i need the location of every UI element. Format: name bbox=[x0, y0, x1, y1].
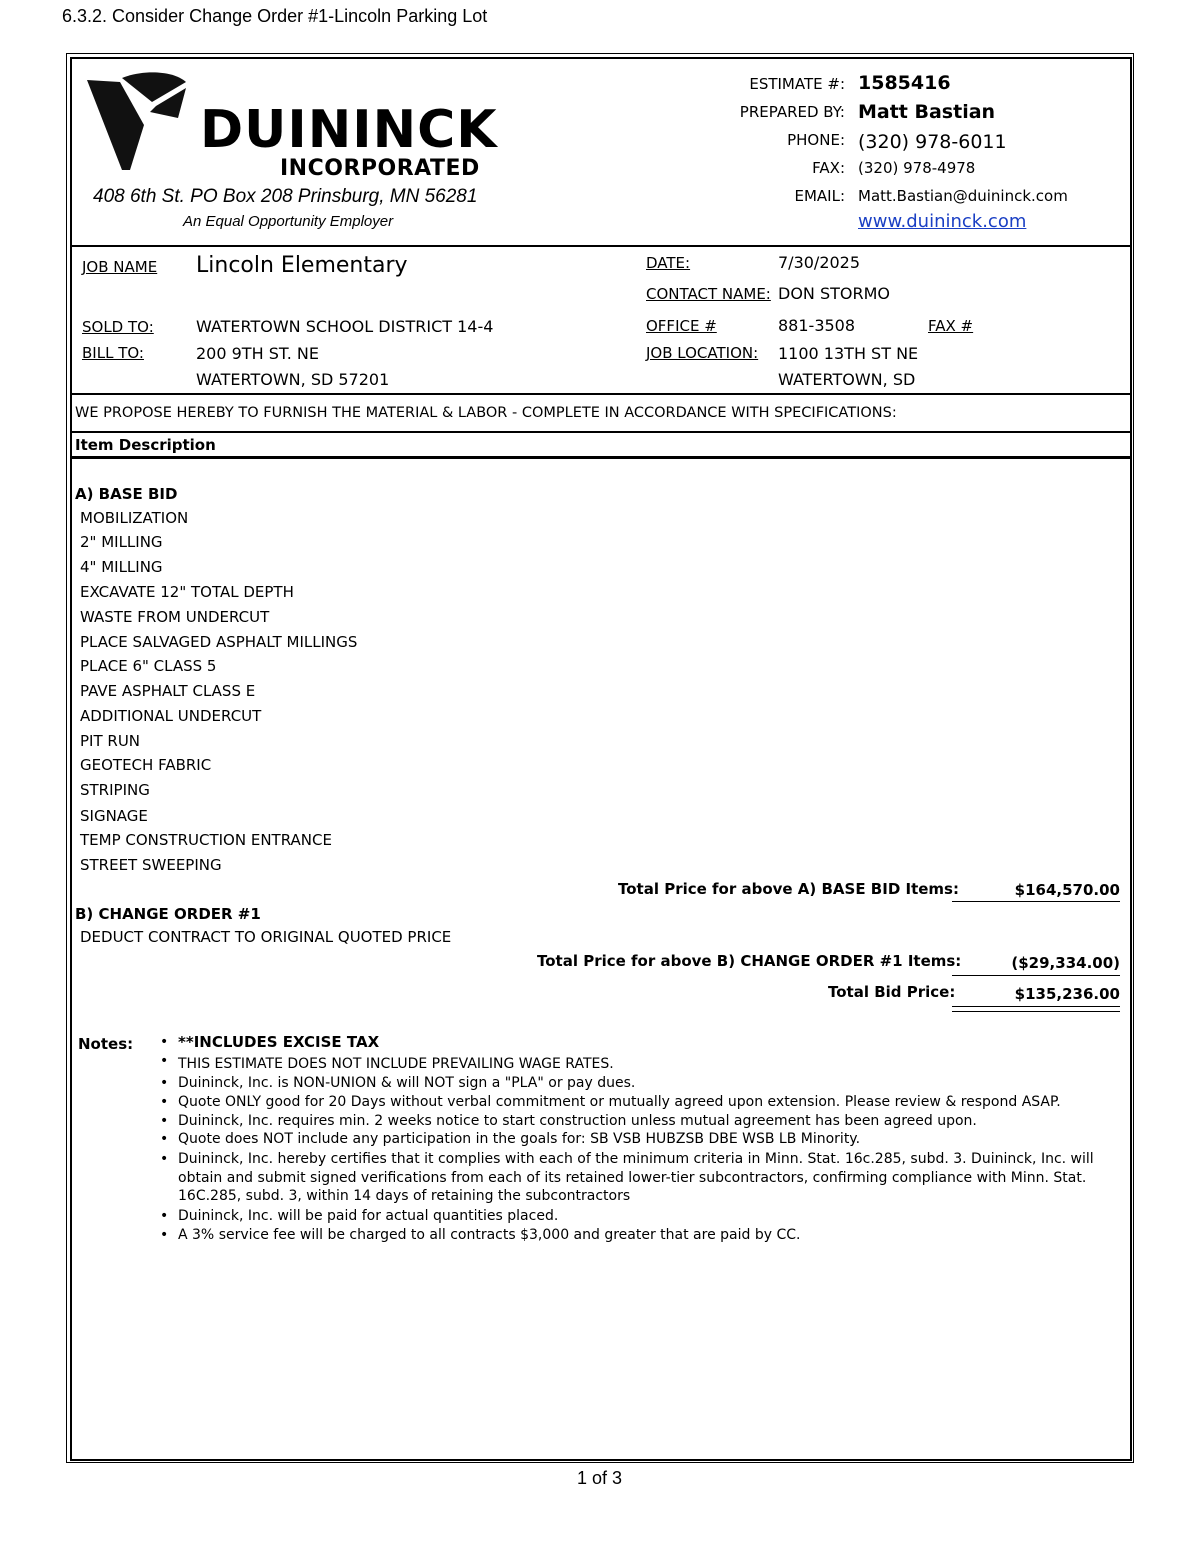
email-label: EMAIL: bbox=[794, 187, 845, 205]
date-value: 7/30/2025 bbox=[778, 253, 861, 272]
job-name-value: Lincoln Elementary bbox=[196, 253, 408, 278]
note-bullet: • bbox=[160, 1131, 169, 1147]
list-item: SIGNAGE bbox=[80, 807, 148, 825]
prepared-by-label: PREPARED BY: bbox=[739, 103, 845, 121]
note-item: Quote does NOT include any participation in the goals for: SB VSB HUBZSB DBE WSB LB Minority. bbox=[178, 1131, 861, 1147]
job-name-label: JOB NAME bbox=[82, 258, 158, 276]
phone-value: (320) 978-6011 bbox=[858, 131, 1007, 153]
list-item: PLACE SALVAGED ASPHALT MILLINGS bbox=[80, 633, 358, 651]
company-name: DUININCK bbox=[200, 100, 498, 160]
phone-label: PHONE: bbox=[787, 131, 845, 149]
item-description-header: Item Description bbox=[75, 436, 216, 454]
note-bullet: • bbox=[160, 1034, 169, 1050]
note-bullet: • bbox=[160, 1075, 169, 1091]
list-item: STREET SWEEPING bbox=[80, 856, 222, 874]
divider bbox=[70, 456, 1130, 459]
email-value[interactable]: Matt.Bastian@duininck.com bbox=[858, 187, 1068, 205]
fax-value: (320) 978-4978 bbox=[858, 159, 976, 177]
prepared-by-value: Matt Bastian bbox=[858, 101, 996, 123]
fax-label: FAX: bbox=[812, 159, 845, 177]
company-suffix: INCORPORATED bbox=[280, 156, 480, 181]
contact-name-value: DON STORMO bbox=[778, 284, 891, 303]
list-item: PAVE ASPHALT CLASS E bbox=[80, 682, 256, 700]
note-item: Duininck, Inc. will be paid for actual quantities placed. bbox=[178, 1208, 559, 1224]
base-bid-total-value: $164,570.00 bbox=[1014, 881, 1120, 899]
note-bullet: • bbox=[160, 1094, 169, 1110]
note-bullet: • bbox=[160, 1053, 169, 1069]
note-item: **INCLUDES EXCISE TAX bbox=[178, 1033, 380, 1051]
bill-to-line1: 200 9TH ST. NE bbox=[196, 344, 319, 363]
company-tagline: An Equal Opportunity Employer bbox=[183, 213, 394, 230]
note-bullet: • bbox=[160, 1113, 169, 1129]
list-item: TEMP CONSTRUCTION ENTRANCE bbox=[80, 831, 332, 849]
office-value: 881-3508 bbox=[778, 316, 856, 335]
estimate-label: ESTIMATE #: bbox=[749, 75, 845, 93]
list-item: DEDUCT CONTRACT TO ORIGINAL QUOTED PRICE bbox=[80, 928, 452, 946]
job-location-label: JOB LOCATION: bbox=[646, 344, 759, 362]
divider bbox=[70, 245, 1130, 247]
proposal-statement: WE PROPOSE HEREBY TO FURNISH THE MATERIAL & LABOR - COMPLETE IN ACCORDANCE WITH SPECIFICATIONS: bbox=[75, 405, 897, 421]
total-double-underline bbox=[952, 1011, 1120, 1012]
note-item-continued: obtain and submit signed verifications from each of its retained lower-tier subcontractors, confirming compliance with Minn. Stat. bbox=[178, 1170, 1087, 1186]
note-item: Duininck, Inc. hereby certifies that it complies with each of the minimum criteria in Minn. Stat. 16c.285, subd. 3. Duininck, Inc. will bbox=[178, 1151, 1094, 1167]
divider bbox=[70, 393, 1130, 395]
note-item: A 3% service fee will be charged to all contracts $3,000 and greater that are paid by CC. bbox=[178, 1227, 801, 1243]
contact-name-label: CONTACT NAME: bbox=[646, 285, 771, 303]
fax-number-label: FAX # bbox=[928, 317, 974, 335]
bill-to-line2: WATERTOWN, SD 57201 bbox=[196, 370, 390, 389]
note-bullet: • bbox=[160, 1208, 169, 1224]
list-item: 2" MILLING bbox=[80, 533, 163, 551]
note-item: THIS ESTIMATE DOES NOT INCLUDE PREVAILING WAGE RATES. bbox=[178, 1056, 614, 1072]
total-double-underline bbox=[952, 1006, 1120, 1007]
sold-to-value: WATERTOWN SCHOOL DISTRICT 14-4 bbox=[196, 317, 494, 336]
note-bullet: • bbox=[160, 1151, 169, 1167]
total-bid-label: Total Bid Price: bbox=[828, 983, 956, 1001]
sold-to-label: SOLD TO: bbox=[82, 318, 154, 336]
bill-to-label: BILL TO: bbox=[82, 344, 144, 362]
page-title: 6.3.2. Consider Change Order #1-Lincoln Parking Lot bbox=[62, 6, 488, 26]
list-item: GEOTECH FABRIC bbox=[80, 756, 212, 774]
total-bid-value: $135,236.00 bbox=[1014, 985, 1120, 1003]
list-item: WASTE FROM UNDERCUT bbox=[80, 608, 270, 626]
office-label: OFFICE # bbox=[646, 317, 717, 335]
base-bid-title: A) BASE BID bbox=[75, 485, 178, 503]
note-item-continued: 16C.285, subd. 3, within 14 days of retaining the subcontractors bbox=[178, 1188, 631, 1204]
website-link[interactable]: www.duininck.com bbox=[858, 211, 1027, 232]
list-item: PIT RUN bbox=[80, 732, 141, 750]
note-bullet: • bbox=[160, 1227, 169, 1243]
date-label: DATE: bbox=[646, 254, 691, 272]
duininck-logo-icon bbox=[82, 70, 192, 175]
note-item: Duininck, Inc. requires min. 2 weeks notice to start construction unless mutual agreement has been agreed upon. bbox=[178, 1113, 977, 1129]
company-address: 408 6th St. PO Box 208 Prinsburg, MN 56281 bbox=[93, 186, 478, 207]
list-item: STRIPING bbox=[80, 781, 150, 799]
note-item: Duininck, Inc. is NON-UNION & will NOT sign a "PLA" or pay dues. bbox=[178, 1075, 636, 1091]
list-item: MOBILIZATION bbox=[80, 509, 189, 527]
total-underline bbox=[952, 901, 1120, 902]
divider bbox=[70, 431, 1130, 433]
total-underline bbox=[952, 975, 1120, 976]
list-item: ADDITIONAL UNDERCUT bbox=[80, 707, 262, 725]
note-item: Quote ONLY good for 20 Days without verbal commitment or mutually agreed upon extension. Please review & respond ASAP. bbox=[178, 1094, 1061, 1110]
base-bid-total-label: Total Price for above A) BASE BID Items: bbox=[618, 880, 959, 898]
estimate-number: 1585416 bbox=[858, 72, 951, 94]
change-order-total-label: Total Price for above B) CHANGE ORDER #1 Items: bbox=[537, 952, 962, 970]
list-item: 4" MILLING bbox=[80, 558, 163, 576]
change-order-title: B) CHANGE ORDER #1 bbox=[75, 905, 261, 923]
list-item: EXCAVATE 12" TOTAL DEPTH bbox=[80, 583, 294, 601]
job-location-line2: WATERTOWN, SD bbox=[778, 370, 916, 389]
change-order-total-value: ($29,334.00) bbox=[1011, 954, 1120, 972]
job-location-line1: 1100 13TH ST NE bbox=[778, 344, 919, 363]
page-number: 1 of 3 bbox=[577, 1468, 623, 1488]
list-item: PLACE 6" CLASS 5 bbox=[80, 657, 217, 675]
notes-label: Notes: bbox=[78, 1035, 134, 1053]
